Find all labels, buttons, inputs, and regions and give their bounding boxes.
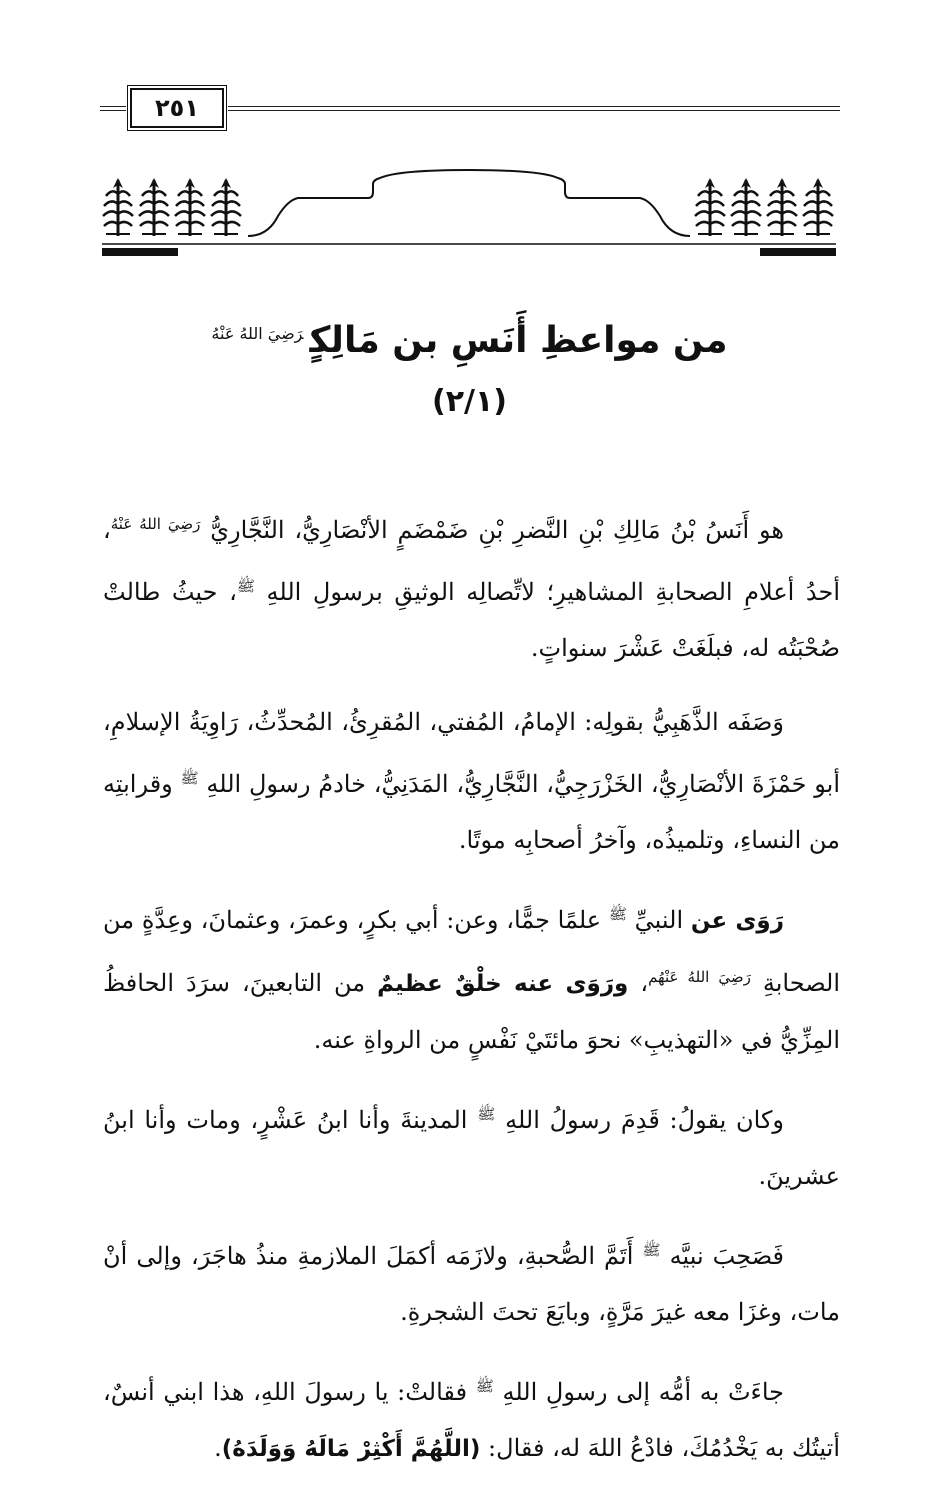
page-number: ٢٥١ — [155, 94, 199, 122]
page-title — [0, 308, 939, 367]
header-rule-left — [100, 106, 126, 111]
honorific: رَضِيَ اللهُ عَنْهُم — [648, 968, 751, 986]
page-subtitle: (٢/١) — [431, 384, 507, 419]
header-rule-right — [228, 106, 840, 111]
header-ornament — [98, 164, 840, 264]
salutation: ﷺ — [236, 577, 255, 595]
paragraph-1: هو أَنَسُ بْنُ مَالِكِ بْنِ النَّضرِ بْنِ ضَمْضَمٍ الأنْصَارِيُّ، النَّجَّارِيُّ $^{رَضِيَ اللهُ عَنْهُ}$، أحدُ أعلامِ الصحابةِ المشاهيرِ؛ لاتِّصالِه الوثيقِ برسولِ اللهِ $^ﷺ$، حيثُ طالتْ صُحْبَتُه له، فبلَغَتْ عَشْرَ سنواتٍ. — [103, 515, 840, 662]
salutation: ﷺ — [475, 1377, 494, 1395]
paragraph-2: وَصَفَه الذَّهَبِيُّ بقولِه: الإمامُ، المُفتي، المُقرِئُ، المُحدِّثُ، رَاوِيَةُ الإسلامِ، أبو حَمْزَةَ الأنْصَارِيُّ، الخَزْرَجِيُّ، النَّجَّارِيُّ، المَدَنِيُّ، خادمُ رسولِ اللهِ $^ﷺ$ وقرابتِه من النساءِ، وتلميذُه، وآخرُ أصحابِه موتًا. — [103, 708, 840, 854]
title-honorific: رَضِيَ اللهُ عَنْهُ — [211, 324, 304, 343]
salutation: ﷺ — [477, 1105, 496, 1123]
paragraph-3: رَوَى عن النبيِّ $^ﷺ$ علمًا جمًّا، وعن: أبي بكرٍ، وعمرَ، وعثمانَ، وعِدَّةٍ من الصحابةِ $^{رَضِيَ اللهُ عَنْهُم}$، ورَوَى عنه خلْقٌ عظيمٌ من التابعينَ، سرَدَ الحافظُ المِزِّيُّ في «التهذيبِ» نحوَ مائتَيْ نَفْسٍ من الرواةِ عنه. — [103, 905, 840, 1054]
ornament-bar-left — [102, 248, 178, 256]
ornament-palms-left — [103, 178, 241, 236]
ornament-arch — [248, 170, 690, 236]
bold-phrase: رَوَى عن — [690, 908, 784, 934]
body-text — [103, 496, 840, 1495]
paragraph-6: جاءَتْ به أمُّه إلى رسولِ اللهِ $^ﷺ$ فقالتْ: يا رسولَ اللهِ، هذا ابني أنسٌ، أتيتُك به يَخْدُمُكَ، فادْعُ اللهَ له، فقال: (اللَّهُمَّ أَكْثِرْ مَالَهُ وَوَلَدَهُ). — [103, 1377, 840, 1462]
salutation: ﷺ — [608, 905, 627, 923]
bold-quote: (اللَّهُمَّ أَكْثِرْ مَالَهُ وَوَلَدَهُ) — [221, 1436, 481, 1462]
bold-phrase: ورَوَى عنه خلْقٌ عظيمٌ — [377, 971, 629, 997]
honorific: رَضِيَ اللهُ عَنْهُ — [110, 515, 201, 533]
page-title-text: من مواعظِ أَنَسِ بن مَالِكٍ — [309, 320, 728, 361]
page-header — [100, 84, 840, 134]
page-number-box — [130, 88, 224, 128]
ornament-bar-right — [760, 248, 836, 256]
paragraph-4: وكان يقولُ: قَدِمَ رسولُ اللهِ $^ﷺ$ المدينةَ وأنا ابنُ عَشْرٍ، ومات وأنا ابنُ عشرينَ. — [103, 1105, 840, 1190]
ornament-palms-right — [695, 178, 833, 236]
salutation: ﷺ — [180, 769, 199, 787]
paragraph-5: فَصَحِبَ نبيَّه $^ﷺ$ أَتَمَّ الصُّحبةِ، ولازَمَه أكمَلَ الملازمةِ منذُ هاجَرَ، وإلى أنْ مات، وغزَا معه غيرَ مَرَّةٍ، وبايَعَ تحتَ الشجرةِ. — [103, 1241, 840, 1326]
salutation: ﷺ — [642, 1241, 661, 1259]
